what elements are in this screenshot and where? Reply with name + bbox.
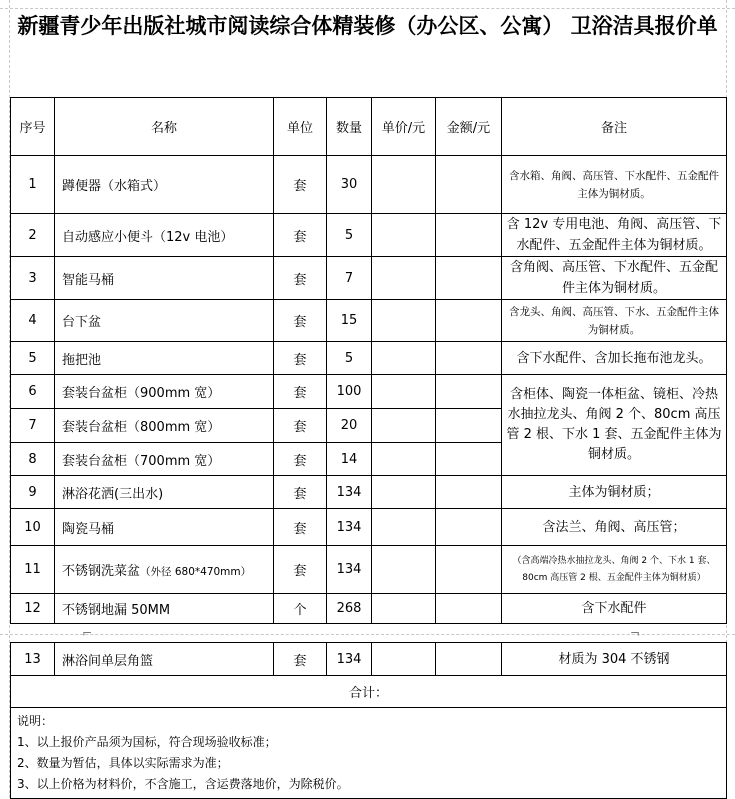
row-name: 淋浴花洒(三出水) <box>55 476 274 509</box>
row-seq: 6 <box>11 375 55 409</box>
page-break-line <box>0 634 735 635</box>
row-seq: 9 <box>11 476 55 509</box>
row-price <box>372 409 436 443</box>
row-qty: 268 <box>327 594 372 624</box>
row-qty: 100 <box>327 375 372 409</box>
row-qty: 7 <box>327 257 372 300</box>
row-qty: 20 <box>327 409 372 443</box>
row-unit: 套 <box>274 443 327 476</box>
row-name: 自动感应小便斗（12v 电池） <box>55 214 274 257</box>
row-unit: 套 <box>274 476 327 509</box>
explanation-line: 2、数量为暂估，具体以实际需求为准； <box>17 756 229 770</box>
row-amount <box>436 156 502 214</box>
row-amount <box>436 300 502 342</box>
table-row <box>11 546 727 594</box>
row-qty: 30 <box>327 156 372 214</box>
quote-table <box>10 97 727 624</box>
row-qty: 5 <box>327 214 372 257</box>
header-remark: 备注 <box>502 98 727 156</box>
row-amount <box>436 476 502 509</box>
row-name-note: （外径 680*470mm） <box>140 566 252 578</box>
row-unit: 套 <box>274 643 327 676</box>
total-row <box>11 676 727 708</box>
row-seq: 1 <box>11 156 55 214</box>
row-unit: 个 <box>274 594 327 624</box>
page-corner-mark-left: ⌐ <box>82 626 93 640</box>
table-row <box>11 300 727 342</box>
row-name: 不锈钢洗菜盆 <box>62 564 141 579</box>
row-seq: 12 <box>11 594 55 624</box>
header-seq: 序号 <box>11 98 55 156</box>
row-price <box>372 214 436 257</box>
row-unit: 套 <box>274 214 327 257</box>
row-amount <box>436 257 502 300</box>
row-unit: 套 <box>274 546 327 594</box>
row-unit: 套 <box>274 375 327 409</box>
row-seq: 11 <box>11 546 55 594</box>
row-price <box>372 375 436 409</box>
row-seq: 7 <box>11 409 55 443</box>
row-name-cell <box>55 546 274 594</box>
row-seq: 10 <box>11 509 55 546</box>
row-remark: 含 12v 专用电池、角阀、高压管、下水配件、五金配件主体为铜材质。 <box>502 214 727 257</box>
row-seq: 13 <box>11 643 55 676</box>
row-name: 智能马桶 <box>55 257 274 300</box>
row-remark: 主体为铜材质； <box>502 476 727 509</box>
header-unit: 单位 <box>274 98 327 156</box>
row-amount <box>436 409 502 443</box>
page-corner-mark-right: ¬ <box>630 626 641 640</box>
row-qty: 134 <box>327 476 372 509</box>
row-seq: 2 <box>11 214 55 257</box>
explanation-line: 3、以上价格为材料价，不含施工，含运费落地价，为除税价。 <box>17 777 349 791</box>
row-amount <box>436 546 502 594</box>
row-name: 蹲便器（水箱式） <box>55 156 274 214</box>
row-remark: 含下水配件、含加长拖布池龙头。 <box>502 342 727 375</box>
row-remark: （含高端冷热水抽拉龙头、角阀 2 个、下水 1 套、80cm 高压管 2 根、五金配件主体为铜材质） <box>502 546 727 594</box>
row-unit: 套 <box>274 342 327 375</box>
row-name: 台下盆 <box>55 300 274 342</box>
row-name: 拖把池 <box>55 342 274 375</box>
row-remark-merged: 含柜体、陶瓷一体柜盆、镜柜、冷热水抽拉龙头、角阀 2 个、80cm 高压管 2 根、下水 1 套、五金配件主体为铜材质。 <box>502 375 727 476</box>
row-price <box>372 594 436 624</box>
explanation-block <box>11 708 727 799</box>
row-name: 陶瓷马桶 <box>55 509 274 546</box>
row-price <box>372 643 436 676</box>
explanation-heading: 说明： <box>17 714 54 728</box>
row-amount <box>436 342 502 375</box>
row-qty: 134 <box>327 546 372 594</box>
row-unit: 套 <box>274 509 327 546</box>
row-name: 淋浴间单层角篮 <box>55 643 274 676</box>
row-qty: 15 <box>327 300 372 342</box>
header-price: 单价/元 <box>372 98 436 156</box>
row-seq: 3 <box>11 257 55 300</box>
row-name: 套装台盆柜（700mm 宽） <box>55 443 274 476</box>
row-amount <box>436 509 502 546</box>
header-row <box>11 98 727 156</box>
table-row <box>11 509 727 546</box>
row-price <box>372 509 436 546</box>
row-seq: 8 <box>11 443 55 476</box>
row-price <box>372 342 436 375</box>
table-row <box>11 643 727 676</box>
row-amount <box>436 643 502 676</box>
row-qty: 134 <box>327 643 372 676</box>
row-unit: 套 <box>274 257 327 300</box>
row-qty: 5 <box>327 342 372 375</box>
row-remark: 含法兰、角阀、高压管； <box>502 509 727 546</box>
table-row <box>11 375 727 409</box>
row-amount <box>436 375 502 409</box>
header-qty: 数量 <box>327 98 372 156</box>
page-title: 新疆青少年出版社城市阅读综合体精装修（办公区、公寓） 卫浴洁具报价单 <box>17 13 718 38</box>
row-price <box>372 300 436 342</box>
row-price <box>372 476 436 509</box>
quote-table-continued <box>10 642 727 799</box>
row-unit: 套 <box>274 409 327 443</box>
row-seq: 5 <box>11 342 55 375</box>
explanation-line: 1、以上报价产品须为国标，符合现场验收标准； <box>17 735 277 749</box>
row-remark: 含角阀、高压管、下水配件、五金配件主体为铜材质。 <box>502 257 727 300</box>
table-row <box>11 476 727 509</box>
row-remark: 含龙头、角阀、高压管、下水、五金配件主体为铜材质。 <box>502 300 727 342</box>
row-amount <box>436 594 502 624</box>
explanation-row <box>11 708 727 799</box>
row-price <box>372 257 436 300</box>
table-row <box>11 257 727 300</box>
row-amount <box>436 443 502 476</box>
row-price <box>372 443 436 476</box>
row-name: 套装台盆柜（800mm 宽） <box>55 409 274 443</box>
row-seq: 4 <box>11 300 55 342</box>
row-name: 不锈钢地漏 50MM <box>55 594 274 624</box>
row-unit: 套 <box>274 300 327 342</box>
table-row <box>11 214 727 257</box>
table-row <box>11 594 727 624</box>
row-amount <box>436 214 502 257</box>
row-qty: 14 <box>327 443 372 476</box>
row-price <box>372 546 436 594</box>
row-qty: 134 <box>327 509 372 546</box>
row-remark: 材质为 304 不锈钢 <box>502 643 727 676</box>
row-remark: 含水箱、角阀、高压管、下水配件、五金配件主体为铜材质。 <box>502 156 727 214</box>
header-name: 名称 <box>55 98 274 156</box>
header-amount: 金额/元 <box>436 98 502 156</box>
table-row <box>11 156 727 214</box>
total-label: 合计： <box>11 676 727 708</box>
row-name: 套装台盆柜（900mm 宽） <box>55 375 274 409</box>
row-remark: 含下水配件 <box>502 594 727 624</box>
row-unit: 套 <box>274 156 327 214</box>
table-row <box>11 342 727 375</box>
row-price <box>372 156 436 214</box>
